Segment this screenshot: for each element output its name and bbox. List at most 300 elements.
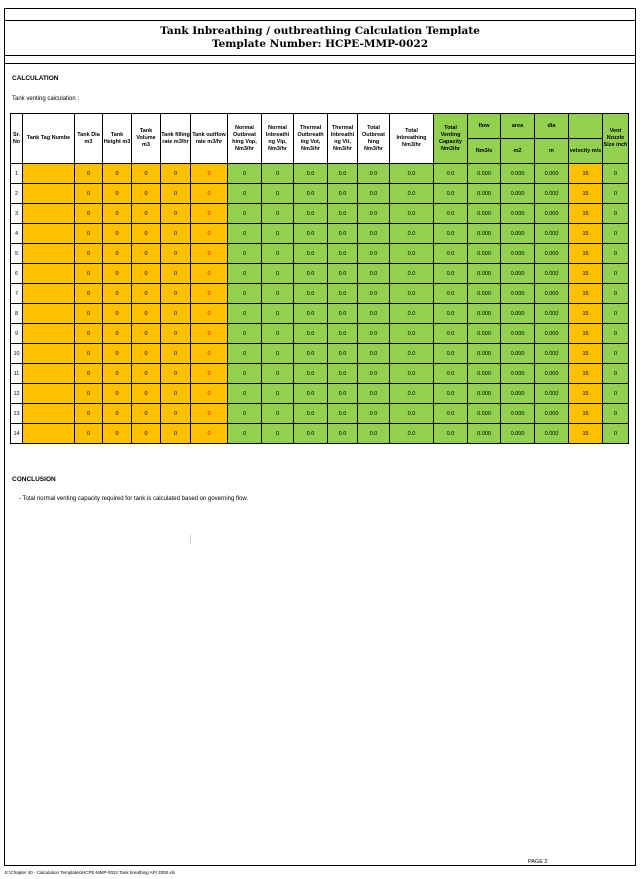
cell-area: 0.000 [501, 264, 535, 284]
cell-total-venting: 0.0 [434, 164, 468, 184]
cell-flow: 0.000 [468, 404, 501, 424]
cell-flow: 0.000 [468, 344, 501, 364]
cell-sr-no: 1 [11, 164, 23, 184]
cell-outflow-rate: 0 [191, 244, 228, 264]
cell-tank-tag [23, 264, 75, 284]
cell-vent-nozzle: 0 [603, 284, 629, 304]
section-rule [4, 63, 636, 64]
cell-tank-volume: 0 [132, 164, 161, 184]
header-filling-rate: Tank filling rate m3/hr [161, 114, 191, 164]
cell-total-venting: 0.0 [434, 324, 468, 344]
cell-divider-mark [190, 535, 191, 544]
template-number: Template Number: HCPE-MMP-0022 [211, 38, 429, 50]
cell-total-inbreathing: 0.0 [390, 384, 434, 404]
cell-vent-nozzle: 0 [603, 244, 629, 264]
cell-thermal-inbreathing: 0.0 [328, 324, 358, 344]
cell-normal-inbreathing: 0 [262, 244, 294, 264]
header-vent-nozzle-size: Vent Nozzle Size inch [603, 114, 629, 164]
table-row [11, 244, 629, 264]
cell-total-inbreathing: 0.0 [390, 244, 434, 264]
cell-tank-dia: 0 [75, 164, 103, 184]
cell-outflow-rate: 0 [191, 264, 228, 284]
cell-flow: 0.000 [468, 324, 501, 344]
cell-outflow-rate: 0 [191, 204, 228, 224]
cell-outflow-rate: 0 [191, 284, 228, 304]
cell-thermal-outbreathing: 0.0 [294, 284, 328, 304]
cell-velocity: 15 [569, 424, 603, 444]
cell-area: 0.000 [501, 164, 535, 184]
cell-flow: 0.000 [468, 424, 501, 444]
cell-tank-volume: 0 [132, 364, 161, 384]
cell-total-inbreathing: 0.0 [390, 264, 434, 284]
cell-dia: 0.000 [535, 244, 569, 264]
cell-total-outbreathing: 0.0 [358, 284, 390, 304]
cell-tank-volume: 0 [132, 244, 161, 264]
cell-filling-rate: 0 [161, 344, 191, 364]
cell-normal-outbreathing: 0 [228, 284, 262, 304]
cell-vent-nozzle: 0 [603, 404, 629, 424]
cell-dia: 0.000 [535, 164, 569, 184]
cell-total-venting: 0.0 [434, 304, 468, 324]
cell-vent-nozzle: 0 [603, 224, 629, 244]
cell-tank-volume: 0 [132, 384, 161, 404]
table-row [11, 204, 629, 224]
cell-tank-tag [23, 404, 75, 424]
cell-normal-inbreathing: 0 [262, 224, 294, 244]
cell-tank-tag [23, 164, 75, 184]
cell-tank-height: 0 [103, 284, 132, 304]
cell-normal-inbreathing: 0 [262, 384, 294, 404]
header-sr-no: Sr. No [11, 114, 23, 164]
cell-normal-inbreathing: 0 [262, 364, 294, 384]
cell-velocity: 15 [569, 284, 603, 304]
cell-outflow-rate: 0 [191, 344, 228, 364]
cell-area: 0.000 [501, 284, 535, 304]
cell-dia: 0.000 [535, 184, 569, 204]
cell-total-outbreathing: 0.0 [358, 344, 390, 364]
cell-total-venting: 0.0 [434, 204, 468, 224]
cell-sr-no: 7 [11, 284, 23, 304]
header-dia: dia [535, 114, 569, 139]
cell-outflow-rate: 0 [191, 304, 228, 324]
cell-filling-rate: 0 [161, 304, 191, 324]
cell-vent-nozzle: 0 [603, 184, 629, 204]
cell-total-venting: 0.0 [434, 344, 468, 364]
cell-thermal-outbreathing: 0.0 [294, 404, 328, 424]
cell-thermal-inbreathing: 0.0 [328, 164, 358, 184]
cell-thermal-inbreathing: 0.0 [328, 424, 358, 444]
cell-filling-rate: 0 [161, 404, 191, 424]
cell-dia: 0.000 [535, 344, 569, 364]
cell-velocity: 15 [569, 264, 603, 284]
cell-outflow-rate: 0 [191, 324, 228, 344]
cell-tank-dia: 0 [75, 264, 103, 284]
cell-normal-outbreathing: 0 [228, 344, 262, 364]
cell-tank-dia: 0 [75, 384, 103, 404]
cell-tank-dia: 0 [75, 244, 103, 264]
cell-area: 0.000 [501, 404, 535, 424]
cell-area: 0.000 [501, 424, 535, 444]
table-row [11, 224, 629, 244]
header-normal-outbreathing: Normal Outbreat hing Vop, Nm3/hr [228, 114, 262, 164]
cell-tank-height: 0 [103, 424, 132, 444]
cell-normal-inbreathing: 0 [262, 204, 294, 224]
table-row [11, 384, 629, 404]
cell-filling-rate: 0 [161, 264, 191, 284]
table-row [11, 424, 629, 444]
header-tank-volume: Tank Volume m3 [132, 114, 161, 164]
cell-thermal-inbreathing: 0.0 [328, 304, 358, 324]
cell-thermal-outbreathing: 0.0 [294, 204, 328, 224]
cell-tank-tag [23, 204, 75, 224]
header-tank-tag: Tank Tag Numbe [23, 114, 75, 164]
cell-filling-rate: 0 [161, 204, 191, 224]
cell-thermal-inbreathing: 0.0 [328, 384, 358, 404]
cell-area: 0.000 [501, 304, 535, 324]
header-thermal-inbreathing: Thermal Inbreathi ng Vit, Nm3/hr [328, 114, 358, 164]
header-thermal-outbreathing: Thermal Outbreath ing Vot, Nm3/hr [294, 114, 328, 164]
cell-velocity: 15 [569, 224, 603, 244]
document-title [4, 25, 636, 51]
table-caption: Tank venting calculation : [12, 96, 80, 102]
cell-normal-inbreathing: 0 [262, 404, 294, 424]
cell-tank-dia: 0 [75, 284, 103, 304]
cell-filling-rate: 0 [161, 424, 191, 444]
cell-tank-tag [23, 184, 75, 204]
cell-total-outbreathing: 0.0 [358, 304, 390, 324]
cell-total-venting: 0.0 [434, 264, 468, 284]
cell-flow: 0.000 [468, 224, 501, 244]
cell-area: 0.000 [501, 344, 535, 364]
cell-velocity: 15 [569, 204, 603, 224]
table-row [11, 164, 629, 184]
cell-flow: 0.000 [468, 264, 501, 284]
cell-tank-dia: 0 [75, 304, 103, 324]
cell-total-venting: 0.0 [434, 424, 468, 444]
cell-tank-height: 0 [103, 184, 132, 204]
header-velocity-blank [569, 114, 603, 139]
cell-normal-outbreathing: 0 [228, 204, 262, 224]
cell-total-inbreathing: 0.0 [390, 184, 434, 204]
header-tank-dia: Tank Dia m3 [75, 114, 103, 164]
cell-vent-nozzle: 0 [603, 324, 629, 344]
cell-filling-rate: 0 [161, 364, 191, 384]
table-body [11, 164, 629, 444]
cell-velocity: 15 [569, 344, 603, 364]
cell-thermal-outbreathing: 0.0 [294, 184, 328, 204]
cell-filling-rate: 0 [161, 384, 191, 404]
cell-total-venting: 0.0 [434, 284, 468, 304]
cell-filling-rate: 0 [161, 224, 191, 244]
cell-tank-height: 0 [103, 384, 132, 404]
cell-vent-nozzle: 0 [603, 424, 629, 444]
cell-total-venting: 0.0 [434, 364, 468, 384]
cell-tank-tag [23, 304, 75, 324]
cell-tank-tag [23, 324, 75, 344]
page-number: PAGE 2 [528, 859, 548, 865]
cell-total-inbreathing: 0.0 [390, 204, 434, 224]
cell-velocity: 15 [569, 384, 603, 404]
cell-velocity: 15 [569, 404, 603, 424]
cell-tank-height: 0 [103, 344, 132, 364]
cell-area: 0.000 [501, 244, 535, 264]
cell-normal-outbreathing: 0 [228, 424, 262, 444]
cell-total-inbreathing: 0.0 [390, 324, 434, 344]
table-row [11, 264, 629, 284]
cell-thermal-outbreathing: 0.0 [294, 344, 328, 364]
cell-tank-volume: 0 [132, 404, 161, 424]
conclusion-text: - Total normal venting capacity required for tank is calculated based on governing flow. [19, 496, 249, 502]
cell-tank-dia: 0 [75, 204, 103, 224]
cell-tank-volume: 0 [132, 304, 161, 324]
cell-vent-nozzle: 0 [603, 344, 629, 364]
cell-thermal-outbreathing: 0.0 [294, 384, 328, 404]
cell-sr-no: 4 [11, 224, 23, 244]
cell-tank-dia: 0 [75, 224, 103, 244]
cell-area: 0.000 [501, 184, 535, 204]
cell-area: 0.000 [501, 364, 535, 384]
cell-outflow-rate: 0 [191, 184, 228, 204]
cell-velocity: 15 [569, 364, 603, 384]
table-row [11, 324, 629, 344]
cell-total-outbreathing: 0.0 [358, 384, 390, 404]
cell-outflow-rate: 0 [191, 164, 228, 184]
cell-thermal-outbreathing: 0.0 [294, 304, 328, 324]
cell-sr-no: 6 [11, 264, 23, 284]
cell-outflow-rate: 0 [191, 224, 228, 244]
cell-flow: 0.000 [468, 364, 501, 384]
cell-normal-outbreathing: 0 [228, 364, 262, 384]
cell-tank-volume: 0 [132, 184, 161, 204]
cell-velocity: 15 [569, 184, 603, 204]
cell-total-inbreathing: 0.0 [390, 164, 434, 184]
cell-normal-outbreathing: 0 [228, 264, 262, 284]
cell-thermal-outbreathing: 0.0 [294, 224, 328, 244]
cell-flow: 0.000 [468, 244, 501, 264]
cell-tank-dia: 0 [75, 424, 103, 444]
cell-tank-volume: 0 [132, 224, 161, 244]
cell-dia: 0.000 [535, 204, 569, 224]
title-line-1: Tank Inbreathing / outbreathing Calculation Template [160, 25, 480, 37]
cell-thermal-inbreathing: 0.0 [328, 244, 358, 264]
cell-filling-rate: 0 [161, 324, 191, 344]
cell-dia: 0.000 [535, 384, 569, 404]
table-row [11, 404, 629, 424]
cell-dia: 0.000 [535, 304, 569, 324]
cell-area: 0.000 [501, 204, 535, 224]
cell-total-outbreathing: 0.0 [358, 164, 390, 184]
cell-vent-nozzle: 0 [603, 204, 629, 224]
cell-vent-nozzle: 0 [603, 264, 629, 284]
cell-dia: 0.000 [535, 264, 569, 284]
header-tank-height: Tank Height m3 [103, 114, 132, 164]
cell-dia: 0.000 [535, 284, 569, 304]
cell-velocity: 15 [569, 324, 603, 344]
cell-thermal-inbreathing: 0.0 [328, 344, 358, 364]
cell-tank-height: 0 [103, 324, 132, 344]
cell-vent-nozzle: 0 [603, 164, 629, 184]
cell-total-outbreathing: 0.0 [358, 244, 390, 264]
cell-sr-no: 13 [11, 404, 23, 424]
cell-tank-volume: 0 [132, 264, 161, 284]
cell-outflow-rate: 0 [191, 424, 228, 444]
cell-normal-outbreathing: 0 [228, 164, 262, 184]
header-flow-unit: Nm3/s [468, 139, 501, 164]
cell-tank-tag [23, 364, 75, 384]
cell-tank-tag [23, 424, 75, 444]
cell-dia: 0.000 [535, 324, 569, 344]
cell-flow: 0.000 [468, 164, 501, 184]
cell-sr-no: 9 [11, 324, 23, 344]
cell-normal-outbreathing: 0 [228, 324, 262, 344]
cell-flow: 0.000 [468, 284, 501, 304]
table-row [11, 364, 629, 384]
header-normal-inbreathing: Normal Inbreathi ng Vip, Nm3/hr [262, 114, 294, 164]
file-path: E:\Chapter 40 - Calculation Templates\HCPE-MMP-0022 Tank breathing API 2000.xls [5, 870, 175, 875]
cell-tank-height: 0 [103, 364, 132, 384]
cell-filling-rate: 0 [161, 244, 191, 264]
cell-thermal-inbreathing: 0.0 [328, 224, 358, 244]
cell-area: 0.000 [501, 324, 535, 344]
cell-normal-inbreathing: 0 [262, 164, 294, 184]
venting-calculation-table [10, 113, 629, 444]
cell-normal-inbreathing: 0 [262, 304, 294, 324]
cell-sr-no: 12 [11, 384, 23, 404]
cell-area: 0.000 [501, 224, 535, 244]
header-area: area [501, 114, 535, 139]
cell-tank-tag [23, 224, 75, 244]
cell-thermal-outbreathing: 0.0 [294, 324, 328, 344]
cell-total-inbreathing: 0.0 [390, 424, 434, 444]
cell-thermal-outbreathing: 0.0 [294, 264, 328, 284]
cell-tank-height: 0 [103, 304, 132, 324]
header-outflow-rate: Tank outflow rate m3/hr [191, 114, 228, 164]
cell-total-outbreathing: 0.0 [358, 404, 390, 424]
cell-total-outbreathing: 0.0 [358, 324, 390, 344]
cell-tank-tag [23, 384, 75, 404]
cell-total-inbreathing: 0.0 [390, 284, 434, 304]
cell-sr-no: 10 [11, 344, 23, 364]
cell-thermal-inbreathing: 0.0 [328, 184, 358, 204]
cell-tank-volume: 0 [132, 324, 161, 344]
cell-tank-height: 0 [103, 224, 132, 244]
cell-thermal-outbreathing: 0.0 [294, 164, 328, 184]
cell-outflow-rate: 0 [191, 404, 228, 424]
table-row [11, 184, 629, 204]
cell-tank-dia: 0 [75, 404, 103, 424]
cell-flow: 0.000 [468, 184, 501, 204]
cell-tank-volume: 0 [132, 284, 161, 304]
header-velocity: velocity m/s [569, 139, 603, 164]
cell-tank-tag [23, 244, 75, 264]
cell-total-outbreathing: 0.0 [358, 224, 390, 244]
table-row [11, 344, 629, 364]
cell-total-inbreathing: 0.0 [390, 364, 434, 384]
cell-thermal-inbreathing: 0.0 [328, 404, 358, 424]
cell-normal-outbreathing: 0 [228, 404, 262, 424]
cell-sr-no: 8 [11, 304, 23, 324]
cell-tank-height: 0 [103, 404, 132, 424]
cell-total-inbreathing: 0.0 [390, 404, 434, 424]
cell-sr-no: 14 [11, 424, 23, 444]
cell-total-inbreathing: 0.0 [390, 224, 434, 244]
cell-area: 0.000 [501, 384, 535, 404]
header-dia-unit: m [535, 139, 569, 164]
header-area-unit: m2 [501, 139, 535, 164]
cell-vent-nozzle: 0 [603, 364, 629, 384]
header-total-venting-capacity: Total Venting Capacity Nm3/hr [434, 114, 468, 164]
conclusion-heading: CONCLUSION [12, 476, 56, 483]
cell-tank-height: 0 [103, 264, 132, 284]
cell-tank-dia: 0 [75, 184, 103, 204]
cell-flow: 0.000 [468, 304, 501, 324]
cell-tank-volume: 0 [132, 344, 161, 364]
header-flow: flow [468, 114, 501, 139]
cell-normal-outbreathing: 0 [228, 224, 262, 244]
cell-dia: 0.000 [535, 364, 569, 384]
cell-total-venting: 0.0 [434, 224, 468, 244]
cell-normal-inbreathing: 0 [262, 324, 294, 344]
cell-filling-rate: 0 [161, 284, 191, 304]
cell-tank-height: 0 [103, 204, 132, 224]
title-top-rule [4, 20, 636, 21]
cell-normal-inbreathing: 0 [262, 344, 294, 364]
cell-velocity: 15 [569, 244, 603, 264]
cell-normal-outbreathing: 0 [228, 244, 262, 264]
cell-total-outbreathing: 0.0 [358, 264, 390, 284]
cell-flow: 0.000 [468, 204, 501, 224]
cell-thermal-inbreathing: 0.0 [328, 264, 358, 284]
cell-tank-tag [23, 344, 75, 364]
cell-thermal-inbreathing: 0.0 [328, 364, 358, 384]
cell-total-venting: 0.0 [434, 184, 468, 204]
cell-total-inbreathing: 0.0 [390, 344, 434, 364]
cell-dia: 0.000 [535, 424, 569, 444]
cell-sr-no: 11 [11, 364, 23, 384]
cell-tank-tag [23, 284, 75, 304]
cell-total-outbreathing: 0.0 [358, 424, 390, 444]
cell-normal-outbreathing: 0 [228, 384, 262, 404]
cell-normal-outbreathing: 0 [228, 304, 262, 324]
cell-tank-dia: 0 [75, 364, 103, 384]
cell-normal-inbreathing: 0 [262, 424, 294, 444]
header-total-outbreathing: Total Outbreat hing Nm3/hr [358, 114, 390, 164]
cell-normal-inbreathing: 0 [262, 284, 294, 304]
cell-vent-nozzle: 0 [603, 384, 629, 404]
cell-sr-no: 3 [11, 204, 23, 224]
cell-velocity: 15 [569, 304, 603, 324]
cell-tank-dia: 0 [75, 324, 103, 344]
cell-thermal-inbreathing: 0.0 [328, 204, 358, 224]
cell-filling-rate: 0 [161, 184, 191, 204]
header-total-inbreathing: Total Inbreathing Nm3/hr [390, 114, 434, 164]
cell-thermal-outbreathing: 0.0 [294, 364, 328, 384]
cell-tank-volume: 0 [132, 424, 161, 444]
cell-total-venting: 0.0 [434, 244, 468, 264]
cell-outflow-rate: 0 [191, 364, 228, 384]
cell-tank-dia: 0 [75, 344, 103, 364]
cell-thermal-outbreathing: 0.0 [294, 244, 328, 264]
cell-total-venting: 0.0 [434, 384, 468, 404]
cell-thermal-inbreathing: 0.0 [328, 284, 358, 304]
title-bottom-rule [4, 55, 636, 56]
calculation-heading: CALCULATION [12, 75, 59, 82]
table-row [11, 284, 629, 304]
cell-outflow-rate: 0 [191, 384, 228, 404]
cell-normal-inbreathing: 0 [262, 264, 294, 284]
cell-velocity: 15 [569, 164, 603, 184]
table-row [11, 304, 629, 324]
